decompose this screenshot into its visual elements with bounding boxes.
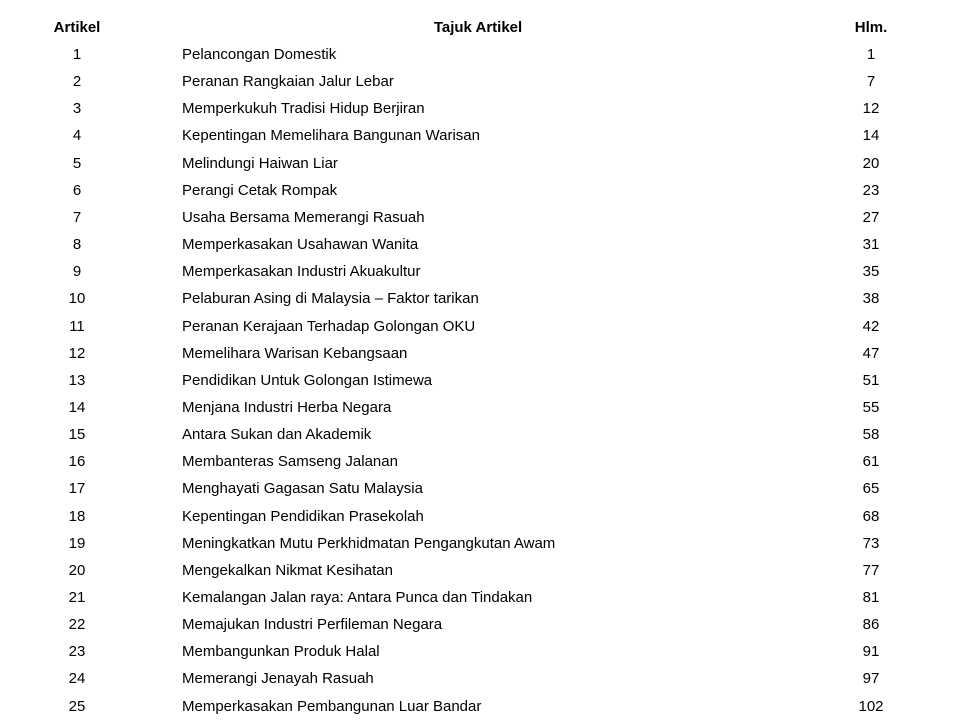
article-title: Memperkukuh Tradisi Hidup Berjiran xyxy=(182,100,425,118)
article-number: 13 xyxy=(68,371,86,389)
page-number: 97 xyxy=(862,670,880,688)
article-title: Memperkasakan Industri Akuakultur xyxy=(182,263,421,281)
table-row xyxy=(0,313,960,340)
article-title: Mengekalkan Nikmat Kesihatan xyxy=(182,561,393,579)
table-row xyxy=(0,448,960,475)
page-number: 91 xyxy=(862,643,880,661)
article-number: 8 xyxy=(72,236,82,254)
article-number: 17 xyxy=(68,480,86,498)
article-title: Membangunkan Produk Halal xyxy=(182,643,380,661)
table-row xyxy=(0,95,960,122)
article-title: Usaha Bersama Memerangi Rasuah xyxy=(182,208,425,226)
table-row xyxy=(0,638,960,665)
article-number: 21 xyxy=(68,589,86,606)
table-row xyxy=(0,258,960,285)
page-number: 42 xyxy=(862,317,880,335)
page-number: 81 xyxy=(862,589,880,606)
table-row xyxy=(0,340,960,367)
article-number: 12 xyxy=(68,344,86,362)
table-row xyxy=(0,231,960,258)
article-number: 11 xyxy=(69,317,85,335)
table-row xyxy=(0,285,960,312)
article-title: Kepentingan Memelihara Bangunan Warisan xyxy=(182,127,480,145)
article-number: 2 xyxy=(72,73,82,91)
page-number: 35 xyxy=(862,263,880,281)
page-number: 7 xyxy=(866,73,876,91)
page-number: 38 xyxy=(862,290,880,308)
page-number: 73 xyxy=(862,534,880,552)
article-number: 7 xyxy=(72,208,82,226)
table-row xyxy=(0,122,960,149)
article-number: 6 xyxy=(72,181,82,199)
article-title: Memperkasakan Usahawan Wanita xyxy=(182,236,419,254)
page-number: 47 xyxy=(862,344,880,362)
article-number: 14 xyxy=(68,398,86,416)
page-number: 58 xyxy=(862,426,880,444)
table-row xyxy=(0,475,960,502)
page-number: 77 xyxy=(862,561,880,579)
article-title: Pelaburan Asing di Malaysia – Faktor tarikan xyxy=(182,290,479,308)
page-number: 86 xyxy=(862,616,880,634)
table-row xyxy=(0,611,960,638)
table-row xyxy=(0,584,960,611)
page-number: 31 xyxy=(862,236,880,254)
article-title: Antara Sukan dan Akademik xyxy=(182,426,372,444)
table-row xyxy=(0,394,960,421)
table-row xyxy=(0,177,960,204)
header-title: Tajuk Artikel xyxy=(433,19,523,36)
table-row xyxy=(0,693,960,720)
page-number: 102 xyxy=(858,697,884,715)
article-number: 4 xyxy=(72,127,82,145)
article-number: 16 xyxy=(68,453,86,471)
table-row xyxy=(0,68,960,95)
article-title: Pelancongan Domestik xyxy=(182,46,337,63)
article-number: 24 xyxy=(68,670,86,688)
article-title: Membanteras Samseng Jalanan xyxy=(182,453,398,471)
table-row xyxy=(0,367,960,394)
page-number: 14 xyxy=(862,127,880,145)
article-title: Menjana Industri Herba Negara xyxy=(182,398,392,416)
article-title: Kepentingan Pendidikan Prasekolah xyxy=(182,507,424,525)
page-number: 27 xyxy=(862,208,880,226)
article-title: Peranan Rangkaian Jalur Lebar xyxy=(182,73,394,91)
article-number: 10 xyxy=(68,290,86,308)
page-number: 20 xyxy=(862,154,880,172)
article-number: 20 xyxy=(68,561,86,579)
header-page: Hlm. xyxy=(854,19,888,36)
page-number: 61 xyxy=(862,453,880,471)
article-number: 18 xyxy=(68,507,86,525)
page-number: 55 xyxy=(862,398,880,416)
article-title: Memelihara Warisan Kebangsaan xyxy=(182,344,408,362)
table-row xyxy=(0,204,960,231)
article-title: Memperkasakan Pembangunan Luar Bandar xyxy=(182,697,482,715)
article-title: Peranan Kerajaan Terhadap Golongan OKU xyxy=(182,317,476,335)
article-title: Kemalangan Jalan raya: Antara Punca dan Tindakan xyxy=(182,589,533,606)
page-number: 51 xyxy=(862,371,880,389)
table-row xyxy=(0,421,960,448)
article-title: Meningkatkan Mutu Perkhidmatan Pengangkutan Awam xyxy=(182,534,556,552)
table-row xyxy=(0,530,960,557)
article-title: Memerangi Jenayah Rasuah xyxy=(182,670,374,688)
article-number: 19 xyxy=(68,534,86,552)
table-row xyxy=(0,41,960,68)
page-number: 12 xyxy=(862,100,880,118)
article-number: 9 xyxy=(72,263,82,281)
article-title: Melindungi Haiwan Liar xyxy=(182,154,338,172)
article-number: 1 xyxy=(72,46,82,63)
article-title: Pendidikan Untuk Golongan Istimewa xyxy=(182,371,433,389)
article-number: 25 xyxy=(68,697,86,715)
article-number: 3 xyxy=(72,100,82,118)
article-title: Memajukan Industri Perfileman Negara xyxy=(182,616,443,634)
article-number: 23 xyxy=(68,643,86,661)
page-number: 65 xyxy=(862,480,880,498)
article-number: 15 xyxy=(68,426,86,444)
article-number: 5 xyxy=(72,154,82,172)
page-number: 68 xyxy=(862,507,880,525)
table-row xyxy=(0,557,960,584)
article-title: Menghayati Gagasan Satu Malaysia xyxy=(182,480,423,498)
page-number: 23 xyxy=(862,181,880,199)
article-number: 22 xyxy=(68,616,86,634)
header-article: Artikel xyxy=(53,19,101,36)
page-number: 1 xyxy=(866,46,876,63)
table-row xyxy=(0,503,960,530)
table-row xyxy=(0,665,960,692)
table-header xyxy=(0,14,960,41)
table-row xyxy=(0,150,960,177)
article-title: Perangi Cetak Rompak xyxy=(182,181,338,199)
